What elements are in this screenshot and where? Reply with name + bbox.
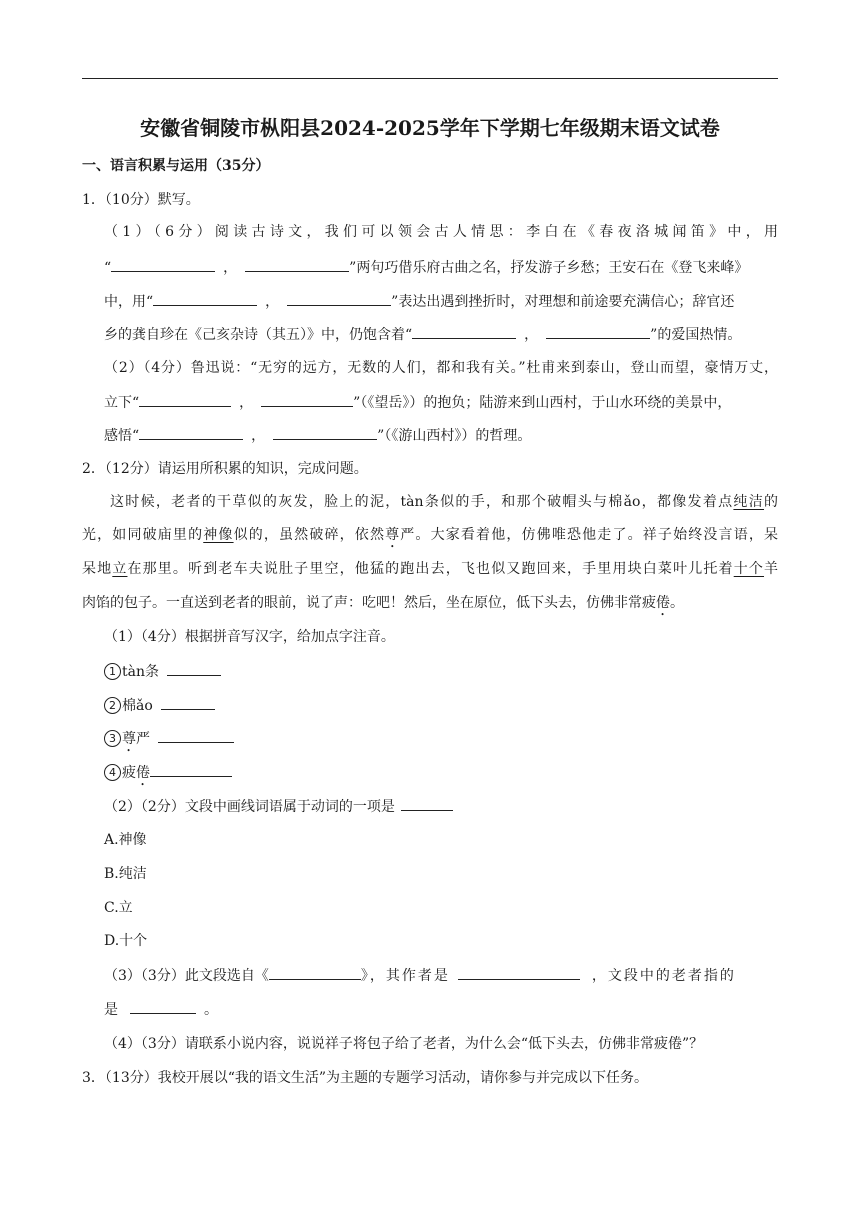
text: ， — [239, 395, 254, 411]
answer-blank[interactable] — [287, 291, 391, 306]
q1-part2-line3 — [104, 425, 531, 446]
text: （3）（3分）此文段选自《 — [104, 968, 269, 984]
circled-number: 1 — [104, 663, 121, 680]
text: “ — [104, 260, 112, 276]
text: 肉馅的包子。一直送到老者的眼前，说了声：吃吧！然后，坐在原位，低下头去，仿佛非常疲 — [82, 595, 656, 611]
option-b[interactable]: B.纯洁 — [104, 866, 147, 882]
underlined-word: 十个 — [733, 561, 765, 577]
option-d[interactable]: D.十个 — [104, 933, 148, 949]
q1-part1-line2 — [104, 257, 748, 278]
text: 乡的龚自珍在《己亥杂诗（其五）》中，仍饱含着“ — [104, 327, 413, 343]
text: ”两句巧借乐府古曲之名，抒发游子乡愁；王安石在《登飞来峰》 — [349, 260, 749, 276]
text: ”的爱国热情。 — [650, 327, 742, 343]
circled-number: 3 — [104, 730, 121, 747]
answer-blank[interactable] — [269, 965, 361, 980]
q1-part2-line2 — [104, 392, 731, 413]
answer-blank[interactable] — [139, 392, 231, 407]
answer-blank[interactable] — [111, 257, 215, 272]
answer-blank[interactable] — [150, 762, 232, 777]
text: 呆地 — [82, 561, 113, 577]
text: 似的，虽然破碎，依然 — [233, 527, 386, 543]
text: 。 — [204, 1002, 218, 1018]
q2-sub1: （1）（4分）根据拼音写汉字，给加点字注音。 — [104, 629, 395, 645]
answer-blank[interactable] — [167, 661, 221, 676]
dotted-char: 倦 — [136, 765, 150, 781]
answer-blank[interactable] — [130, 999, 196, 1014]
circled-number: 2 — [104, 697, 121, 714]
text: 棉ǎo — [122, 698, 153, 714]
text: ， — [251, 428, 266, 444]
circled-number: 4 — [104, 764, 121, 781]
dotted-char: 倦 — [656, 595, 670, 611]
text: 在那里。听到老车夫说肚子里空，他猛的跑出去，飞也似又跑回来，手里用块白菜叶儿托着 — [127, 561, 734, 577]
underlined-word: 纯洁 — [733, 494, 765, 510]
option-a[interactable]: A.神像 — [104, 832, 147, 848]
q2-sub3-line2 — [104, 999, 218, 1020]
text: ”（《望岳》）的抱负；陆游来到山西村，于山水环绕的美景中， — [353, 395, 732, 411]
passage-line3 — [82, 559, 778, 579]
text: 。 — [670, 595, 684, 611]
list-item — [104, 661, 221, 682]
text: 中，用“ — [104, 294, 154, 310]
q1-heading: 1．（10分）默写。 — [82, 192, 200, 208]
answer-blank[interactable] — [412, 324, 516, 339]
passage-line1 — [82, 492, 778, 512]
text: 羊 — [764, 561, 779, 577]
answer-blank[interactable] — [153, 291, 257, 306]
answer-blank[interactable] — [458, 965, 580, 980]
q3-heading: 3．（13分）我校开展以“我的语文生活”为主题的专题学习活动，请你参与并完成以下任务。 — [82, 1070, 649, 1086]
text: 这时候，老者的干草似的灰发，脸上的泥，tàn条似的手，和那个破帽头与棉ǎo，都像发着点 — [110, 494, 734, 510]
text: （2）（2分）文段中画线词语属于动词的一项是 — [104, 799, 395, 815]
text: ，文段中的老者指的 — [591, 968, 736, 984]
answer-blank[interactable] — [546, 324, 650, 339]
answer-blank[interactable] — [245, 257, 349, 272]
text: 疲 — [122, 765, 136, 781]
text: tàn条 — [122, 664, 159, 680]
section-heading: 一、语言积累与运用（35分） — [82, 158, 270, 174]
text: ， — [524, 327, 539, 343]
text: 严。大家看着他，仿佛唯恐他走了。祥子始终没言语，呆 — [400, 527, 779, 543]
text: ”表达出遇到挫折时，对理想和前途要充满信心；辞官还 — [391, 294, 735, 310]
list-item — [104, 728, 234, 755]
dotted-char: 尊 — [122, 731, 136, 747]
dotted-char: 尊 — [385, 527, 401, 543]
text: 严 — [136, 731, 150, 747]
text: 是 — [104, 1002, 118, 1018]
answer-blank[interactable] — [139, 425, 243, 440]
underlined-word: 立 — [112, 561, 128, 577]
q1-part1-line4 — [104, 324, 741, 345]
answer-blank[interactable] — [401, 796, 453, 811]
answer-blank[interactable] — [273, 425, 377, 440]
header-rule — [82, 78, 778, 79]
q2-sub3 — [104, 965, 736, 986]
q1-part1-line1: （1）（6分）阅读古诗文，我们可以领会古人情思：李白在《春夜洛城闻笛》中，用 — [104, 224, 778, 240]
text: 》，其作者是 — [360, 968, 450, 984]
text: 立下“ — [104, 395, 140, 411]
text: ， — [265, 294, 280, 310]
list-item — [104, 695, 215, 716]
q2-heading: 2．（12分）请运用所积累的知识，完成问题。 — [82, 461, 368, 477]
option-c[interactable]: C.立 — [104, 900, 133, 916]
text: 的 — [764, 494, 779, 510]
q1-part2-line1: （2）（4分）鲁迅说：“无穷的远方，无数的人们，都和我有关。”杜甫来到泰山，登山而望，豪情万丈， — [104, 360, 778, 376]
answer-blank[interactable] — [161, 695, 215, 710]
text: ， — [223, 260, 238, 276]
text: 光，如同破庙里的 — [82, 527, 204, 543]
passage-line2 — [82, 525, 778, 551]
text: ”（《游山西村》）的哲理。 — [377, 428, 532, 444]
text: 感悟“ — [104, 428, 140, 444]
q2-sub4: （4）（3分）请联系小说内容，说说祥子将包子给了老者，为什么会“低下头去，仿佛非常疲倦”？ — [104, 1036, 704, 1052]
page-title: 安徽省铜陵市枞阳县2024-2025学年下学期七年级期末语文试卷 — [140, 116, 720, 140]
list-item — [104, 762, 232, 789]
answer-blank[interactable] — [261, 392, 353, 407]
q1-part1-line3 — [104, 291, 734, 312]
passage-line4 — [82, 593, 684, 619]
underlined-word: 神像 — [203, 527, 234, 543]
q2-sub2 — [104, 796, 453, 817]
answer-blank[interactable] — [158, 728, 234, 743]
